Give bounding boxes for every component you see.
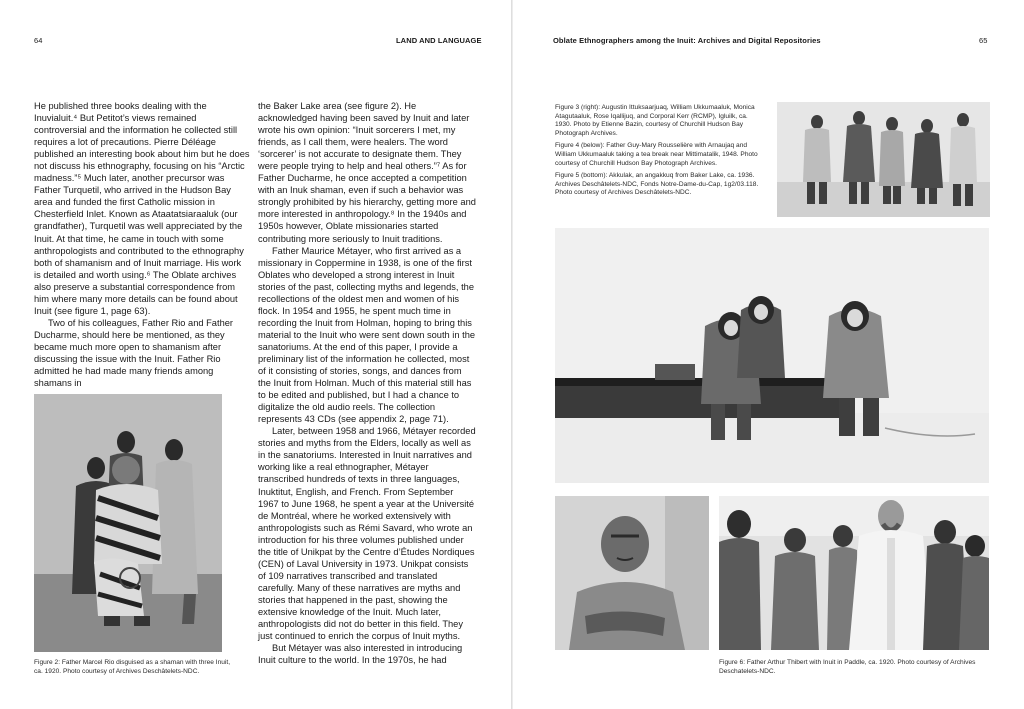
caption-text: Figure 2: Father Marcel Rio disguised as a shaman with three Inuit, ca. 1920. Photo courtesy of Archives Deschâtelets-NDC. [34, 659, 231, 675]
caption-figure-3: Figure 3 (right): Augustin Ittuksaarjuaq, William Ukkumaaluk, Monica Atagutaaluk, Rose Iqallijuq, and Corporal Kerr (RCMP), Igluilk, ca. 1930. Photo by Etienne Bazin, courtesy of Churchill Hudson Bay Photograph Archives. [555, 104, 755, 137]
paragraph: Two of his colleagues, Father Rio and Father Ducharme, should here be mentioned, as they became much more open to shamanism after discussing the issue with the Inuit. Father Rio admitted he had made many friends among shamans in [34, 317, 234, 389]
left-column-1 [34, 100, 250, 389]
figure-5-photo [555, 496, 709, 650]
paragraph: He published three books dealing with the Inuvialuit.⁴ But Petitot’s views remained controversial and the information he collected still requires a lot of precautions. Pierre Déléage published an interesting book about him but he does not discuss his ethnography, focusing on his “Arctic madness.”⁵ Much later, another precursor was Father Turquetil, who arrived in the Hudson Bay area and funded the first Catholic mission in Chesterfield Inlet. Known as Ataatatsiaraaluk (our grandfather), Turquetil was well appreciated by the Inuit. At that time, he came in touch with some anthropologists and contributed to the ethnography both of shamanism and of Inuit marriage. His work is detailed and worth using.⁶ The Oblate archives also preserve a substantial correspondence from him where many more details can be found about Inuit (see figure 1, page 63). [34, 101, 250, 316]
left-column-2 [258, 100, 476, 666]
figure-4-photo [555, 228, 989, 483]
figure-6-photo [719, 496, 989, 650]
paragraph: the Baker Lake area (see figure 2). He acknowledged having been saved by Inuit and later wrote his own opinion: “Inuit sorcerers I met, my friends, as I call them, were healers. The word ‘sorcerer’ is not accurate to designate them. They were people trying to help and heal others.”⁷ As for Father Ducharme, he once accepted a competition with an Inuk shaman, even if such a behavior was strongly prohibited by his hierarchy, getting more and more interested in anthropology.⁸ In the 1940s and 1950s however, Oblate missionaries started contributing more seriously to Inuit traditions. [258, 101, 476, 244]
right-page-number: 65 [979, 36, 988, 45]
caption-figure-4: Figure 4 (below): Father Guy-Mary Rousselière with Arnaujaq and William Ukkumaaluk taking a tea break near Mittimatalik, 1948. Photo courtesy of Churchill Hudson Bay Photograph Archives. [555, 142, 758, 167]
left-page-number: 64 [34, 36, 43, 45]
paragraph: Later, between 1958 and 1966, Métayer recorded stories and myths from the Elders, locally as well as in the sanatoriums. Interested in Inuit narratives and working like a real ethnographer, Métayer transcribed hundreds of texts in three languages, Inuktitut, English, and French. From September 1967 to June 1968, he spent a year at the Université de Montréal, where he worked extensively with anthropologists such as Rémi Savard, who wrote an introduction for his three volumes published under the title of Unikpat by the Centre d’Études Nordiques (CEN) of Laval University in 1973. Unikpat consists of 109 narratives transcribed and translated carefully. Many of these narratives are myths and stories that happened in the past, showing the extensive knowledge of the Inuit. Much later, anthropologists did not do better in this field. They just continued to enrich the corpus of Inuit myths. [258, 426, 476, 642]
figure-6-caption [719, 659, 991, 680]
caption-figure-5: Figure 5 (bottom): Akkulak, an angakkuq from Baker Lake, ca. 1936. Archives Deschâtelets-NDC, Fonds Notre-Dame-du-Cap, 1g2/03.118. Photo courtesy of Archives Deschâtelets-NDC. [555, 172, 759, 197]
figures-3-5-captions [555, 104, 765, 202]
figure-2-caption [34, 659, 234, 680]
right-running-head: Oblate Ethnographers among the Inuit: Archives and Digital Repositories [553, 36, 821, 45]
paragraph: But Métayer was also interested in introducing Inuit culture to the world. In the 1970s, he had [258, 643, 463, 666]
caption-text: Figure 6: Father Arthur Thibert with Inuit in Paddle, ca. 1920. Photo courtesy of Archives Deschatelets-NDC. [719, 659, 976, 675]
figure-2-photo [34, 394, 222, 652]
left-running-head: LAND AND LANGUAGE [396, 36, 482, 45]
page-gutter [511, 0, 513, 709]
figure-3-photo [777, 102, 990, 217]
paragraph: Father Maurice Métayer, who first arrived as a missionary in Coppermine in 1938, is one of the first Oblates who developed a strong interest in Inuit stories of the past, collecting myths and legends, the recollections of the oldest men and women of his flock. In 1954 and 1955, he spent much time in recording the Inuit from Holman, hoping to bring this material to the Inuit who were sent down south in the sanatoriums. At the end of this paper, I provide a preliminary list of the information he collected, most of it consisting of stories, songs, and dances from the Inuit from Holman. Much of this material still has to be edited and published, but I had a chance to digitalize the old audio reels. The collection represents 43 CDs (see appendix 2, page 71). [258, 245, 476, 425]
